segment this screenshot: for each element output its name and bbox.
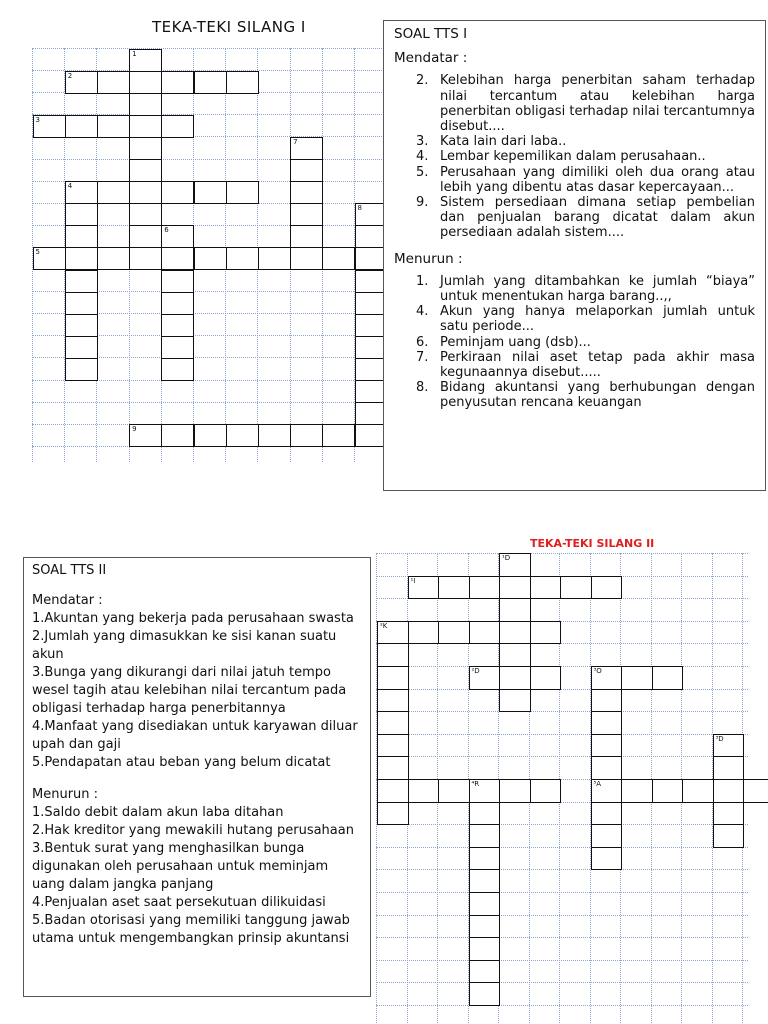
crossword-cell[interactable] (377, 621, 409, 645)
crossword-cell[interactable] (499, 621, 531, 645)
clue-item (416, 380, 755, 411)
crossword-cell[interactable] (290, 424, 323, 447)
clue-item (416, 349, 755, 381)
crossword-cell[interactable] (530, 576, 562, 600)
crossword-cell[interactable] (33, 247, 66, 270)
crossword-cell[interactable] (290, 203, 323, 226)
clue-item-number: 4. (416, 149, 429, 165)
clue-number: ⁴R (471, 780, 480, 788)
clue-number: 2 (67, 71, 73, 80)
clue-item (416, 334, 755, 350)
clue-item-number: 8. (416, 380, 429, 396)
crossword-cell[interactable] (377, 643, 409, 667)
clue-item: 2.Hak kreditor yang mewakili hutang perusahaan (32, 823, 354, 838)
crossword-cell[interactable] (438, 621, 470, 645)
crossword-cell[interactable] (161, 247, 194, 270)
clue-item-text: Sistem persediaan dimana setiap pembelian dan penjualan barang dicatat dalam akun persediaan adalah sistem.... (440, 195, 755, 241)
crossword-cell[interactable] (129, 247, 162, 270)
crossword-cell[interactable] (499, 689, 531, 713)
crossword-cell[interactable] (65, 225, 98, 248)
crossword-cell[interactable] (713, 734, 745, 758)
crossword-cell[interactable] (290, 137, 323, 160)
crossword-cell[interactable] (226, 181, 259, 204)
crossword-cell[interactable] (65, 314, 98, 337)
crossword-cell[interactable] (469, 847, 501, 871)
clue-item-text: Perkiraan nilai aset tetap pada akhir masa kegunaannya disebut..... (440, 349, 755, 381)
clue-item-number: 7. (416, 349, 429, 365)
clue-item-number: 1. (416, 273, 429, 289)
crossword-cell[interactable] (161, 358, 194, 381)
crossword-cell[interactable] (129, 49, 162, 72)
crossword-cell[interactable] (65, 181, 98, 204)
crossword-cell[interactable] (713, 756, 745, 780)
crossword-cell[interactable] (591, 576, 623, 600)
menurun-label-1: Menurun : (394, 250, 463, 267)
grid-line (376, 553, 748, 554)
clue-number: 9 (132, 425, 137, 434)
grid-line (376, 1005, 748, 1006)
crossword-cell[interactable] (713, 802, 745, 826)
grid-line (376, 756, 748, 757)
clue-item: 5.Badan otorisasi yang memiliki tanggung jawab utama untuk mengembangkan prinsip akuntansi (32, 913, 350, 946)
grid-line (376, 960, 748, 961)
clue-item-text: Perusahaan yang dimiliki oleh dua orang atau lebih yang dibentu atas dasar kepercayaan... (440, 164, 755, 195)
crossword-cell[interactable] (591, 711, 623, 735)
clue-box-2-heading: SOAL TTS II (32, 563, 107, 578)
crossword-cell[interactable] (290, 159, 323, 182)
crossword-cell[interactable] (591, 689, 623, 713)
crossword-cell[interactable] (129, 115, 162, 138)
crossword-cell[interactable] (469, 802, 501, 826)
crossword-cell[interactable] (258, 424, 291, 447)
grid-line (376, 892, 748, 893)
crossword-cell[interactable] (530, 621, 562, 645)
crossword-cell[interactable] (469, 915, 501, 939)
crossword-cell[interactable] (65, 358, 98, 381)
crossword-cell[interactable] (499, 779, 531, 803)
clue-number: 1 (132, 49, 137, 58)
grid-line (376, 666, 748, 667)
crossword-cell[interactable] (290, 225, 323, 248)
clue-number: ¹I (410, 576, 416, 585)
grid-line (376, 982, 748, 983)
crossword-cell[interactable] (682, 779, 714, 803)
clue-item: 3.Bentuk surat yang menghasilkan bunga digunakan oleh perusahaan untuk meminjam uang dalam jangka panjang (32, 841, 329, 892)
grid-line (376, 689, 748, 690)
crossword-cell[interactable] (129, 93, 162, 116)
clue-item (416, 304, 755, 335)
clue-box-1 (383, 20, 766, 491)
crossword-cell[interactable] (161, 71, 194, 94)
crossword-cell[interactable] (469, 982, 501, 1006)
crossword-cell[interactable] (377, 689, 409, 713)
clue-number: ²K (380, 621, 388, 630)
crossword-cell[interactable] (713, 824, 745, 848)
clue-item (416, 164, 755, 195)
crossword-cell[interactable] (161, 225, 194, 248)
crossword-cell[interactable] (499, 553, 531, 577)
crossword-cell[interactable] (65, 247, 98, 270)
crossword-cell[interactable] (97, 71, 130, 94)
clue-item (416, 73, 755, 135)
clue-item-text: Kata lain dari laba.. (440, 134, 567, 150)
clue-number: ³O (593, 667, 602, 675)
crossword-cell[interactable] (743, 779, 768, 803)
clue-item-text: Bidang akuntansi yang berhubungan dengan penyusutan rencana keuangan (440, 380, 755, 411)
crossword-cell[interactable] (591, 802, 623, 826)
clue-item-text: Jumlah yang ditambahkan ke jumlah “biaya” untuk menentukan harga barang..,, (440, 273, 755, 305)
crossword-cell[interactable] (65, 270, 98, 293)
mendatar-list-1 (394, 73, 755, 240)
crossword-cell[interactable] (65, 336, 98, 359)
clue-item-text: Akun yang hanya melaporkan jumlah untuk satu periode... (440, 304, 755, 335)
menurun-list-2 (32, 804, 362, 948)
crossword-cell[interactable] (161, 115, 194, 138)
clue-item: 2.Jumlah yang dimasukkan ke sisi kanan suatu akun (32, 629, 337, 662)
clue-item: 1.Saldo debit dalam akun laba ditahan (32, 805, 284, 820)
crossword-cell[interactable] (129, 424, 162, 447)
clue-item-number: 6. (416, 334, 429, 350)
crossword-cell[interactable] (161, 270, 194, 293)
grid-line (32, 402, 384, 403)
clue-item (416, 134, 755, 150)
crossword-cell[interactable] (591, 847, 623, 871)
clue-item: 5.Pendapatan atau beban yang belum dicatat (32, 755, 331, 770)
crossword-cell[interactable] (652, 779, 684, 803)
clue-number: 3 (35, 115, 40, 124)
menurun-list-1 (394, 274, 755, 411)
crossword-cell[interactable] (499, 643, 531, 667)
crossword-cell[interactable] (469, 779, 501, 803)
crossword-cell[interactable] (591, 824, 623, 848)
menurun-label-2: Menurun : (32, 787, 99, 802)
crossword-cell[interactable] (226, 71, 259, 94)
crossword-cell[interactable] (377, 666, 409, 690)
grid-line (376, 869, 748, 870)
clue-number: 5 (35, 248, 40, 257)
crossword-cell[interactable] (290, 247, 323, 270)
crossword-cell[interactable] (226, 247, 259, 270)
crossword-cell[interactable] (194, 71, 227, 94)
crossword-cell[interactable] (438, 779, 470, 803)
grid-line (376, 734, 748, 735)
crossword-cell[interactable] (377, 802, 409, 826)
crossword-cell[interactable] (469, 666, 501, 690)
clue-item (416, 195, 755, 241)
crossword-cell[interactable] (194, 181, 227, 204)
grid-line (32, 48, 384, 49)
crossword-cell[interactable] (469, 621, 501, 645)
crossword-cell[interactable] (33, 115, 66, 138)
crossword-cell[interactable] (129, 203, 162, 226)
clue-number: 6 (164, 226, 169, 235)
crossword-cell[interactable] (469, 892, 501, 916)
crossword-cell[interactable] (65, 115, 98, 138)
puzzle-2-title: TEKA-TEKI SILANG II (530, 537, 655, 550)
crossword-cell[interactable] (322, 424, 355, 447)
crossword-cell[interactable] (652, 666, 684, 690)
crossword-cell[interactable] (161, 314, 194, 337)
grid-line (376, 824, 748, 825)
crossword-cell[interactable] (499, 666, 531, 690)
crossword-cell[interactable] (530, 779, 562, 803)
crossword-cell[interactable] (530, 666, 562, 690)
mendatar-label-1: Mendatar : (394, 50, 468, 67)
crossword-cell[interactable] (591, 779, 623, 803)
clue-item: 1.Akuntan yang bekerja pada perusahaan swasta (32, 611, 354, 626)
clue-box-2 (23, 557, 371, 997)
clue-item (416, 273, 755, 305)
crossword-cell[interactable] (258, 247, 291, 270)
crossword-cell[interactable] (469, 824, 501, 848)
clue-item: 4.Penjualan aset saat persekutuan dilikuidasi (32, 895, 326, 910)
clue-item-number: 9. (416, 195, 429, 211)
crossword-cell[interactable] (438, 576, 470, 600)
crossword-cell[interactable] (65, 292, 98, 315)
clue-item-number: 2. (416, 73, 429, 89)
crossword-cell[interactable] (194, 247, 227, 270)
crossword-cell[interactable] (377, 734, 409, 758)
crossword-cell[interactable] (377, 756, 409, 780)
crossword-cell[interactable] (499, 598, 531, 622)
crossword-cell[interactable] (322, 247, 355, 270)
clue-number: 4 (67, 182, 73, 191)
clue-item-text: Kelebihan harga penerbitan saham terhadap nilai tercantum atau kelebihan harga penerbitan obligasi terhadap nilai tercantumnya disebut.... (440, 73, 755, 135)
crossword-cell[interactable] (713, 779, 745, 803)
mendatar-label-2: Mendatar : (32, 593, 103, 608)
crossword-cell[interactable] (161, 424, 194, 447)
crossword-cell[interactable] (65, 203, 98, 226)
crossword-cell[interactable] (161, 292, 194, 315)
clue-item: 4.Manfaat yang disediakan untuk karyawan diluar upah dan gaji (32, 719, 358, 752)
clue-item: 3.Bunga yang dikurangi dari nilai jatuh tempo wesel tagih atau kelebihan nilai tercantum pada obligasi terhadap harga penerbitannya (32, 665, 347, 716)
crossword-cell[interactable] (469, 576, 501, 600)
clue-number: 7 (293, 137, 298, 146)
crossword-cell[interactable] (591, 756, 623, 780)
crossword-cell[interactable] (129, 181, 162, 204)
crossword-cell[interactable] (621, 779, 653, 803)
clue-box-1-heading: SOAL TTS I (394, 26, 468, 42)
grid-line (32, 159, 384, 160)
crossword-cell[interactable] (290, 181, 323, 204)
grid-line (376, 847, 748, 848)
clue-number: ³D (715, 734, 724, 743)
crossword-cell[interactable] (499, 576, 531, 600)
crossword-cell[interactable] (65, 71, 98, 94)
crossword-cell[interactable] (97, 181, 130, 204)
crossword-cell[interactable] (129, 137, 162, 160)
clue-item-number: 4. (416, 304, 429, 320)
crossword-cell[interactable] (226, 424, 259, 447)
crossword-cell[interactable] (161, 181, 194, 204)
grid-line (376, 915, 748, 916)
clue-number: ⁵A (593, 780, 602, 788)
crossword-cell[interactable] (194, 424, 227, 447)
clue-number: 8 (357, 204, 362, 213)
mendatar-list-2 (32, 610, 362, 772)
puzzle-1-title: TEKA-TEKI SILANG I (152, 18, 306, 36)
crossword-cell[interactable] (161, 336, 194, 359)
crossword-cell[interactable] (129, 71, 162, 94)
clue-item-number: 5. (416, 164, 429, 180)
crossword-cell[interactable] (97, 247, 130, 270)
crossword-cell[interactable] (469, 960, 501, 984)
clue-item-number: 3. (416, 134, 429, 150)
grid-line (376, 937, 748, 938)
crossword-cell[interactable] (591, 734, 623, 758)
crossword-cell[interactable] (129, 159, 162, 182)
crossword-cell[interactable] (560, 576, 592, 600)
clue-item-text: Peminjam uang (dsb)... (440, 334, 591, 350)
crossword-cell[interactable] (377, 711, 409, 735)
crossword-cell[interactable] (408, 621, 440, 645)
crossword-cell[interactable] (591, 666, 623, 690)
clue-item (416, 149, 755, 165)
crossword-cell[interactable] (408, 779, 440, 803)
crossword-cell[interactable] (408, 576, 440, 600)
crossword-cell[interactable] (621, 666, 653, 690)
crossword-cell[interactable] (469, 937, 501, 961)
crossword-cell[interactable] (469, 869, 501, 893)
clue-number: ²D (471, 667, 480, 675)
crossword-cell[interactable] (129, 225, 162, 248)
clue-item-text: Lembar kepemilikan dalam perusahaan.. (440, 149, 706, 165)
crossword-cell[interactable] (377, 779, 409, 803)
clue-number: ¹D (502, 554, 511, 562)
crossword-cell[interactable] (97, 115, 130, 138)
grid-line (376, 711, 748, 712)
